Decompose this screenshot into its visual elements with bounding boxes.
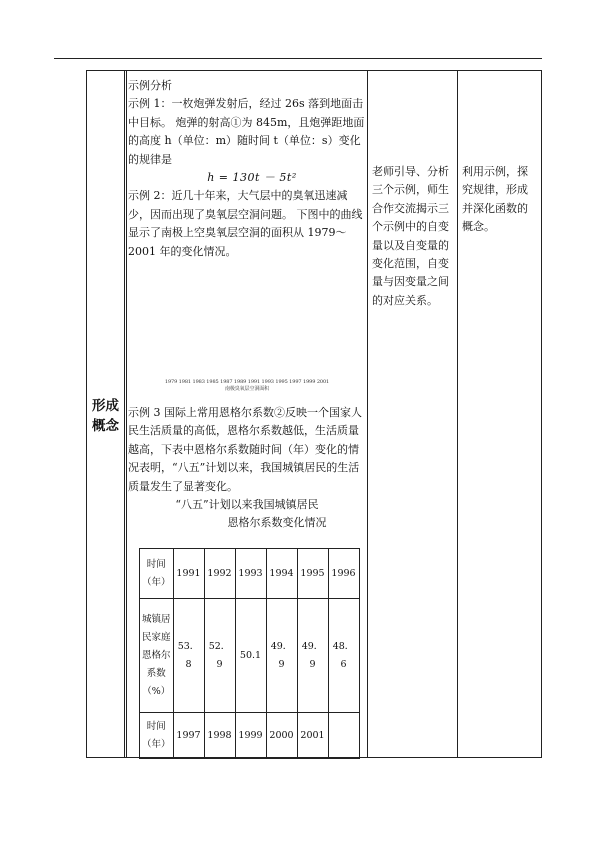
design-aim-text: 利用示例，探究规律，形成并深化函数的概念。: [462, 165, 528, 234]
table-cell: 1996: [328, 549, 359, 599]
lesson-table: [86, 70, 542, 758]
table-cell: 1995: [297, 549, 328, 599]
figure-axis: 1979 1981 1983 1985 1987 1989 1991 1993 1995 1997 1999 2001: [164, 379, 330, 385]
table-cell: 53．8: [173, 599, 204, 713]
design-aim-cell: [462, 163, 538, 237]
table-cell: 1993: [235, 549, 266, 599]
table-cell: 1991: [173, 549, 204, 599]
table-cell: 50.1: [235, 599, 266, 713]
divider: [367, 71, 368, 757]
table-row: [140, 713, 360, 759]
formula: h = 130t － 5t²: [207, 171, 297, 185]
example-2: 示例 2：近几十年来，大气层中的臭氧迅速减少，因而出现了臭氧层空洞问题。 下图中的曲线显示了南极上空臭氧层空洞的面积从 1979～2001 年的变化情况。: [128, 189, 363, 258]
table-cell: 2000: [266, 713, 297, 759]
table-cell: 49．9: [266, 599, 297, 713]
example-1: 示例 1：一枚炮弹发射后，经过 26s 落到地面击中目标。 炮弹的射高①为 845m，且炮弹距地面的高度 h（单位：m）随时间 t（单位：s）变化的规律是: [128, 97, 365, 166]
section-label: 形成 概念: [92, 398, 119, 434]
example-3-block: [128, 404, 366, 533]
table-cell: 1997: [173, 713, 204, 759]
table-cell: 1998: [204, 713, 235, 759]
heading: 示例分析: [128, 79, 172, 92]
table-title-2: 恩格尔系数变化情况: [227, 516, 327, 530]
engel-table: [139, 548, 360, 759]
table-row: [140, 549, 360, 599]
table-cell: 1992: [204, 549, 235, 599]
table-cell: 2001: [297, 713, 328, 759]
table-title-1: “八五”计划以来我国城镇居民: [175, 498, 319, 512]
row-header: 时间（年）: [140, 549, 174, 599]
table-cell: 52．9: [204, 599, 235, 713]
table-cell: 49．9: [297, 599, 328, 713]
teacher-guide-cell: [372, 163, 456, 310]
header-rule: [54, 58, 542, 59]
table-cell: 1994: [266, 549, 297, 599]
table-cell: 1999: [235, 713, 266, 759]
divider: [124, 71, 127, 757]
divider: [457, 71, 458, 757]
row-header: 城镇居民家庭恩格尔系数（%）: [140, 599, 174, 713]
example-3: 示例 3 国际上常用恩格尔系数②反映一个国家人民生活质量的高低，恩格尔系数越低，生活质量越高，下表中恩格尔系数随时间（年）变化的情况表明，“八五”计划以来，我国城镇居民的生活质量发生了显著变化。: [128, 406, 362, 493]
table-cell: 48．6: [328, 599, 359, 713]
content-cell: [128, 77, 366, 261]
table-cell: [328, 713, 359, 759]
teacher-guide-text: 老师引导、分析三个示例，师生合作交流揭示三个示例中的自变量以及自变量的变化范围，自变量与因变量之间的对应关系。: [372, 165, 449, 307]
ozone-figure: [131, 379, 363, 393]
row-header: 时间（年）: [140, 713, 174, 759]
figure-caption: 南极臭氧层空洞面积: [224, 386, 270, 392]
table-row: [140, 599, 360, 713]
